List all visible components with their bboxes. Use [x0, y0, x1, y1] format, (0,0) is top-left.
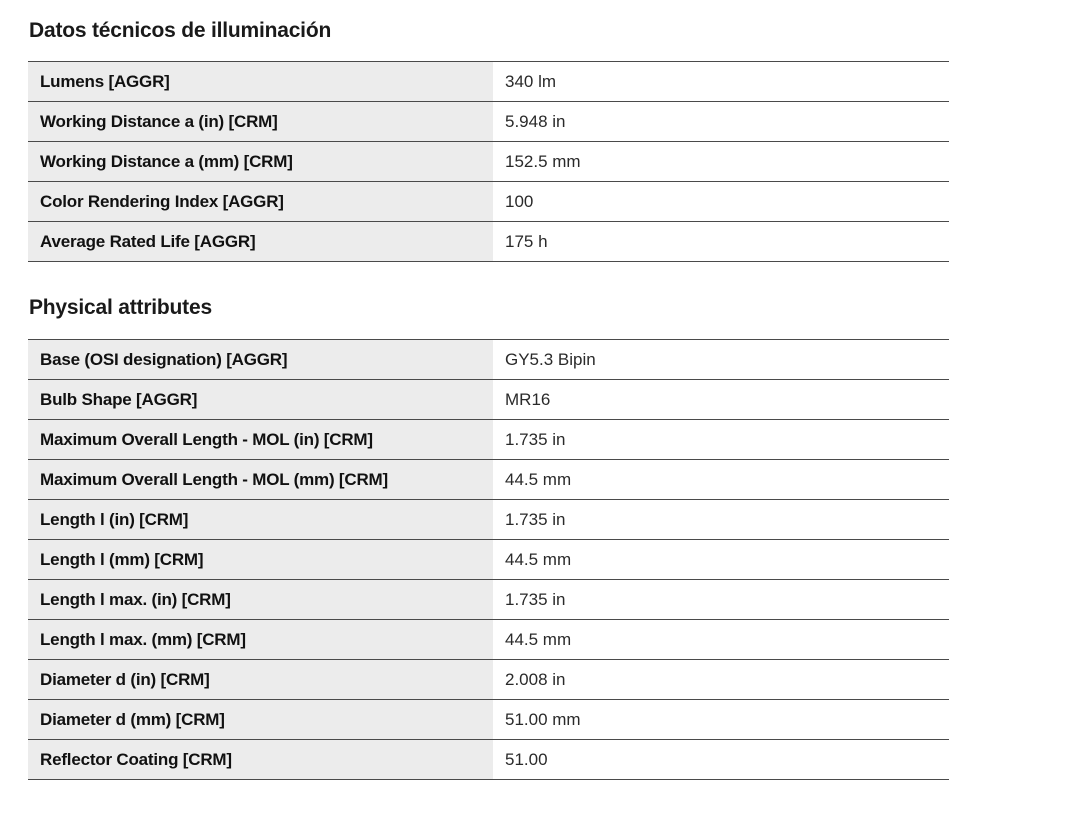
- spec-label: Length l max. (in) [CRM]: [28, 580, 493, 620]
- spec-value: 44.5 mm: [493, 620, 949, 660]
- spec-value: 51.00 mm: [493, 700, 949, 740]
- spec-row: [28, 540, 949, 580]
- spec-label: Length l (mm) [CRM]: [28, 540, 493, 580]
- spec-label: Bulb Shape [AGGR]: [28, 380, 493, 420]
- spec-value: 44.5 mm: [493, 460, 949, 500]
- spec-label: Length l (in) [CRM]: [28, 500, 493, 540]
- spec-row: [28, 500, 949, 540]
- spec-value: 51.00: [493, 740, 949, 780]
- spec-row: [28, 380, 949, 420]
- spec-row: [28, 660, 949, 700]
- lighting-specs-table: [28, 61, 949, 262]
- spec-value: 1.735 in: [493, 420, 949, 460]
- section-title-lighting: Datos técnicos de illuminación: [29, 19, 332, 42]
- spec-row: [28, 460, 949, 500]
- spec-row: [28, 340, 949, 380]
- spec-row: [28, 222, 949, 262]
- spec-label: Maximum Overall Length - MOL (in) [CRM]: [28, 420, 493, 460]
- spec-label: Working Distance a (in) [CRM]: [28, 102, 493, 142]
- spec-row: [28, 700, 949, 740]
- section-title-physical: Physical attributes: [29, 296, 212, 319]
- spec-row: [28, 420, 949, 460]
- spec-value: 44.5 mm: [493, 540, 949, 580]
- spec-value: 1.735 in: [493, 500, 949, 540]
- spec-label: Lumens [AGGR]: [28, 62, 493, 102]
- spec-row: [28, 102, 949, 142]
- spec-label: Diameter d (in) [CRM]: [28, 660, 493, 700]
- spec-value: 100: [493, 182, 949, 222]
- spec-value: 1.735 in: [493, 580, 949, 620]
- spec-label: Average Rated Life [AGGR]: [28, 222, 493, 262]
- spec-value: MR16: [493, 380, 949, 420]
- physical-attributes-body: [28, 340, 949, 780]
- spec-row: [28, 620, 949, 660]
- spec-value: 2.008 in: [493, 660, 949, 700]
- spec-row: [28, 740, 949, 780]
- spec-value: 340 lm: [493, 62, 949, 102]
- lighting-specs-body: [28, 62, 949, 262]
- spec-value: 152.5 mm: [493, 142, 949, 182]
- spec-value: 175 h: [493, 222, 949, 262]
- spec-row: [28, 142, 949, 182]
- spec-label: Reflector Coating [CRM]: [28, 740, 493, 780]
- spec-label: Base (OSI designation) [AGGR]: [28, 340, 493, 380]
- spec-label: Working Distance a (mm) [CRM]: [28, 142, 493, 182]
- spec-label: Diameter d (mm) [CRM]: [28, 700, 493, 740]
- spec-row: [28, 580, 949, 620]
- spec-value: 5.948 in: [493, 102, 949, 142]
- spec-label: Maximum Overall Length - MOL (mm) [CRM]: [28, 460, 493, 500]
- spec-label: Color Rendering Index [AGGR]: [28, 182, 493, 222]
- spec-value: GY5.3 Bipin: [493, 340, 949, 380]
- spec-row: [28, 62, 949, 102]
- spec-row: [28, 182, 949, 222]
- physical-attributes-table: [28, 339, 949, 780]
- spec-label: Length l max. (mm) [CRM]: [28, 620, 493, 660]
